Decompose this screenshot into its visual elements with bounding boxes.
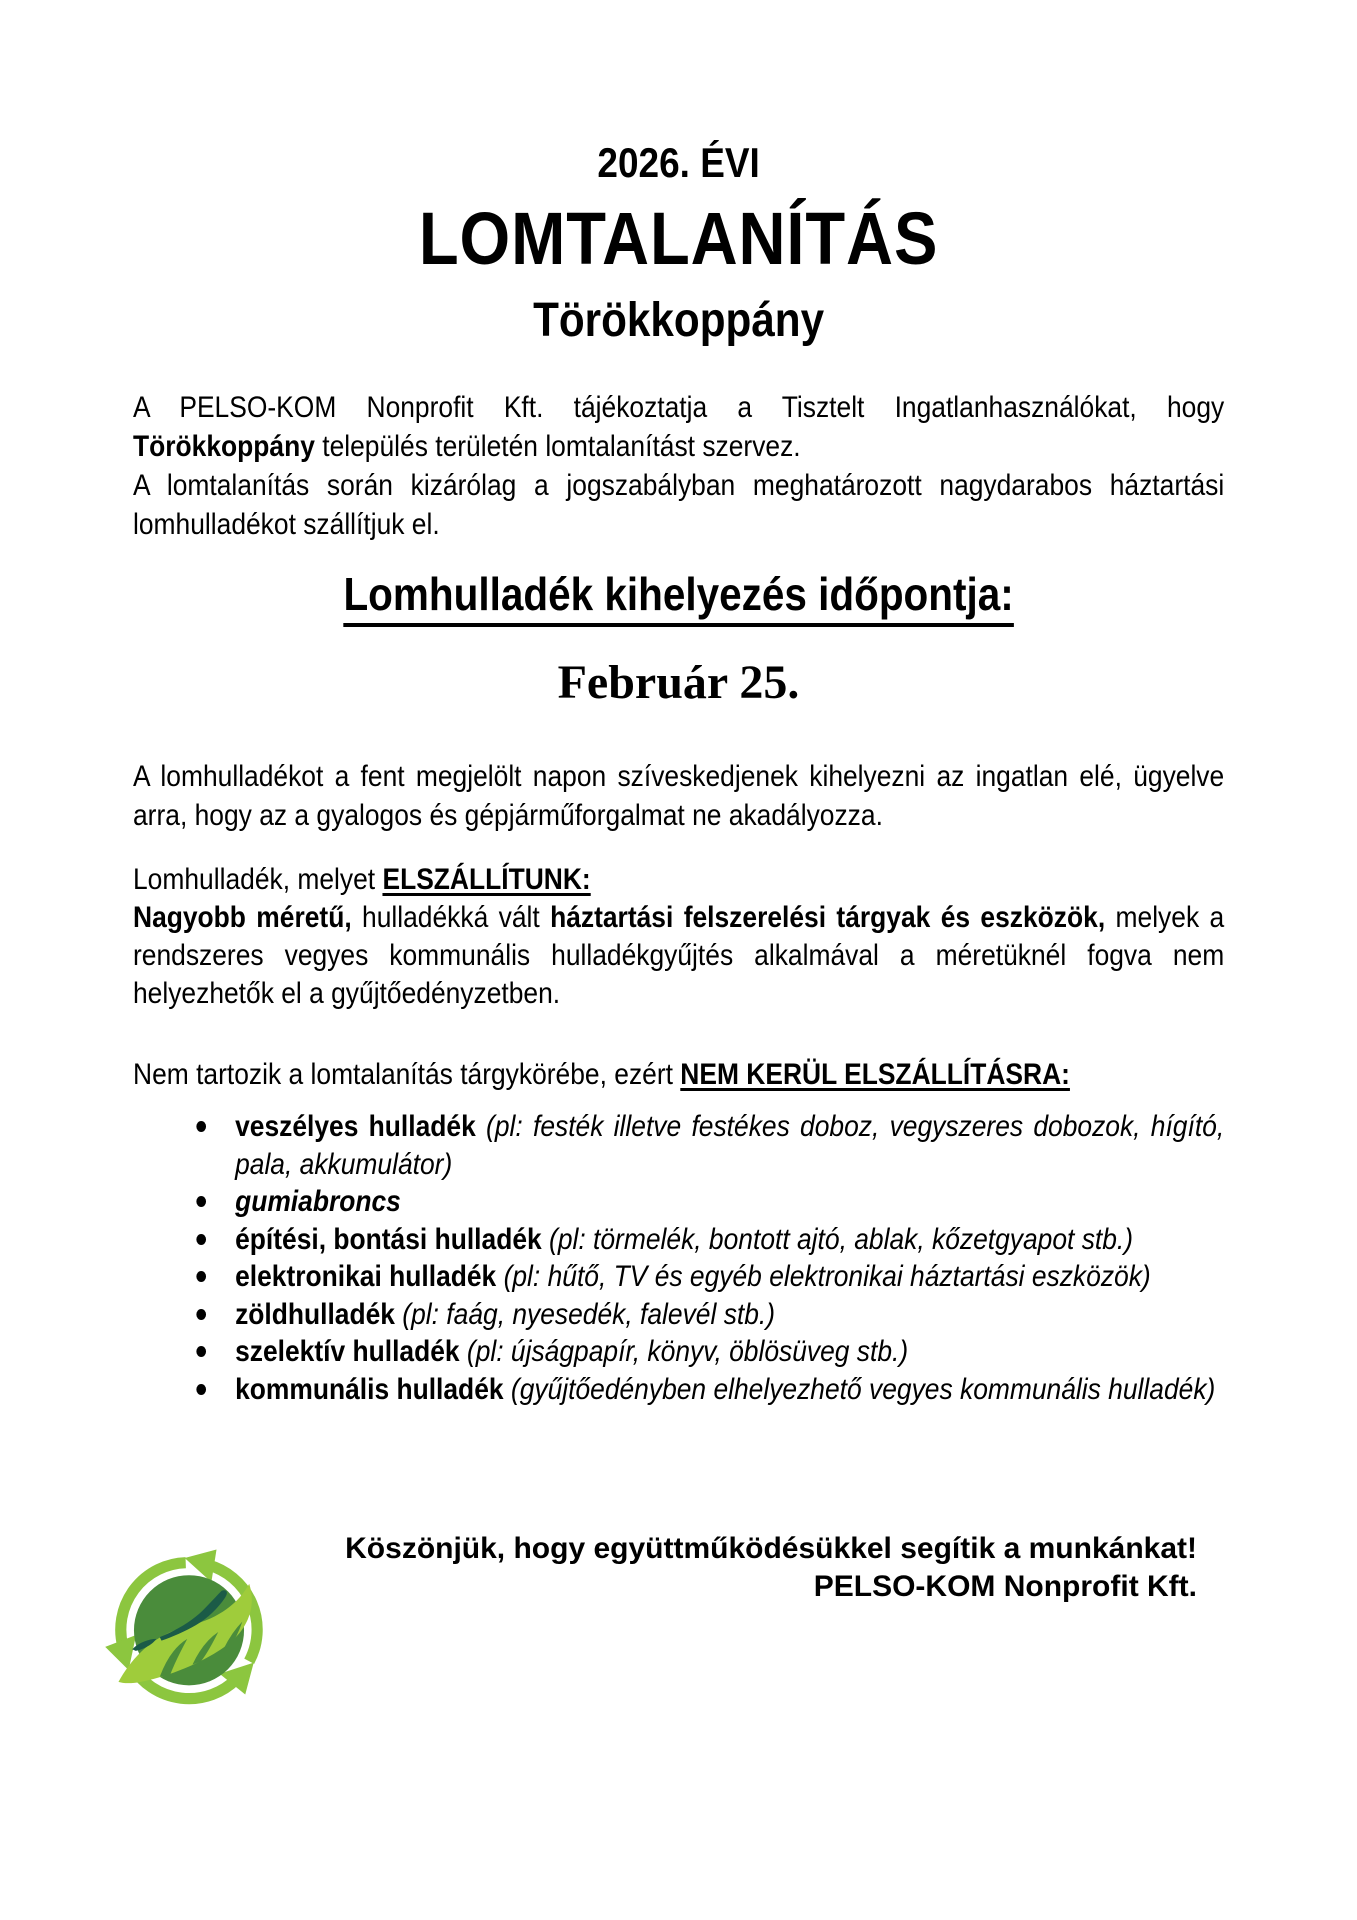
transported-intro xyxy=(133,861,1224,899)
text-segment: Törökkoppány xyxy=(133,430,315,463)
excluded-list-item xyxy=(235,1333,1224,1371)
text-segment: melyek a rendszeres vegyes kommunális hulladékgyűjtés alkalmával a méretüknél fogva nem helyezhetők el a gyűjtőedényzetben. xyxy=(133,901,1225,1010)
excluded-list-item xyxy=(235,1296,1224,1334)
title-year: 2026. ÉVI xyxy=(597,139,760,186)
text-segment: (pl: újságpapír, könyv, öblösüveg stb.) xyxy=(459,1335,909,1368)
text-segment: Lomhulladék, melyet xyxy=(133,863,383,896)
text-segment: (gyűjtőedényben elhelyezhető vegyes kommunális hulladék) xyxy=(503,1372,1216,1406)
text-segment: NEM KERÜL ELSZÁLLÍTÁSRA: xyxy=(680,1058,1070,1091)
excluded-list-item xyxy=(235,1183,1224,1221)
transported-body xyxy=(133,899,1224,1013)
placement-paragraph xyxy=(133,757,1224,835)
text-segment: elektronikai hulladék xyxy=(235,1260,497,1293)
text-segment: (pl: faág, nyesedék, falevél stb.) xyxy=(394,1297,776,1331)
text-segment: kommunális hulladék xyxy=(235,1372,504,1406)
excluded-list-item xyxy=(235,1258,1224,1296)
text-segment: A lomtalanítás során kizárólag a jogszabályban meghatározott nagydarabos háztartási lomhulladékot szállítjuk el. xyxy=(133,469,1225,541)
text-segment: gumiabroncs xyxy=(235,1185,401,1218)
text-segment: Nagyobb méretű, xyxy=(133,901,352,934)
text-segment: építési, bontási hulladék xyxy=(235,1222,542,1256)
excluded-list xyxy=(133,1108,1224,1408)
text-segment: A PELSO-KOM Nonprofit Kft. tájékoztatja a Tisztelt Ingatlanhasználókat, hogy xyxy=(133,391,1225,424)
excluded-intro xyxy=(133,1055,1224,1094)
signature-line: PELSO-KOM Nonprofit Kft. xyxy=(813,1570,1197,1603)
text-segment: szelektív hulladék xyxy=(235,1335,460,1368)
intro-paragraph-2 xyxy=(133,466,1224,544)
footer-section xyxy=(133,1530,1224,1606)
thanks-line: Köszönjük, hogy együttműködésükkel segítik a munkánkat! xyxy=(345,1532,1197,1565)
text-segment: háztartási felszerelési tárgyak és eszközök, xyxy=(550,901,1106,934)
excluded-list-wrap xyxy=(133,1108,1224,1408)
text-segment: A lomhulladékot a fent megjelölt napon szíveskedjenek kihelyezni az ingatlan elé, ügyelve arra, hogy az a gyalogos és gépjárműforgalmat ne akadályozza. xyxy=(133,760,1225,832)
text-segment: (pl: festék illetve festékes doboz, vegyszeres dobozok, hígító, pala, akkumulátor) xyxy=(235,1110,1225,1181)
transported-section xyxy=(133,861,1224,1013)
deadline-heading: Lomhulladék kihelyezés időpontja: xyxy=(343,568,1013,627)
title-town: Törökkoppány xyxy=(533,294,825,347)
text-segment: település területén lomtalanítást szervez. xyxy=(314,430,801,463)
deadline-heading-wrap xyxy=(133,568,1224,627)
text-segment: hulladékká vált xyxy=(351,901,551,934)
excluded-list-item xyxy=(235,1221,1224,1259)
excluded-list-item xyxy=(235,1371,1224,1409)
title-main: LOMTALANÍTÁS xyxy=(418,197,939,280)
text-segment: (pl: hűtő, TV és egyéb elektronikai háztartási eszközök) xyxy=(496,1260,1151,1293)
placement-section xyxy=(133,757,1224,835)
excluded-list-item xyxy=(235,1108,1224,1183)
text-segment: zöldhulladék xyxy=(235,1297,395,1331)
excluded-intro-wrap xyxy=(133,1055,1224,1094)
text-segment: Nem tartozik a lomtalanítás tárgykörébe, ezért xyxy=(133,1058,681,1091)
text-segment: veszélyes hulladék xyxy=(235,1110,476,1143)
text-segment: ELSZÁLLÍTUNK: xyxy=(382,863,591,896)
pelso-kom-logo-icon xyxy=(103,1546,275,1718)
text-segment: (pl: törmelék, bontott ajtó, ablak, kőzetgyapot stb.) xyxy=(541,1222,1134,1256)
deadline-date: Február 25. xyxy=(557,656,800,709)
intro-paragraph-1 xyxy=(133,388,1224,466)
intro-section xyxy=(133,388,1224,544)
